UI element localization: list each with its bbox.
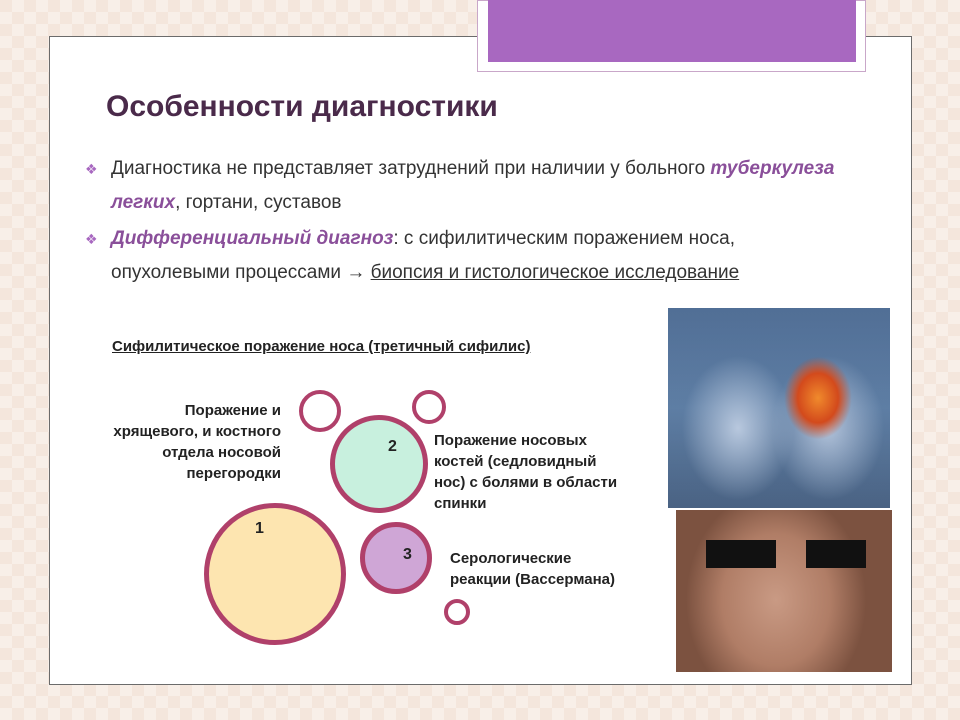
label-line: Поражение и (184, 402, 281, 419)
label-line: отдела носовой (162, 444, 281, 461)
circle-2-label (434, 430, 617, 514)
bullet-list (85, 152, 845, 292)
circle-3-label (450, 548, 615, 590)
circle-2 (330, 415, 428, 513)
label-line: хрящевого, и костного (113, 423, 281, 440)
bullet-item-1 (85, 152, 845, 220)
label-line: реакции (Вассермана) (450, 571, 615, 588)
circle-1-number: 1 (255, 520, 264, 537)
circle-1 (204, 503, 346, 645)
bullet-2-emphasis: Дифференциальный диагноз (111, 228, 394, 249)
small-ring-decoration (299, 390, 341, 432)
decorative-tab (488, 0, 856, 62)
label-line: спинки (434, 495, 487, 512)
bullet-2-underlined: биопсия и гистологическое исследование (370, 262, 740, 283)
label-line: нос) с болями в области (434, 474, 618, 491)
label-line: костей (седловидный (434, 453, 597, 470)
circle-2-number: 2 (388, 438, 397, 455)
diamond-bullet-icon: ❖ (85, 231, 98, 247)
small-ring-decoration (412, 390, 446, 424)
bullet-1-emphasis: туберкулеза легких (111, 158, 835, 213)
bullet-1-text-before: Диагностика не представляет затруднений при наличии у больного (111, 158, 711, 179)
diamond-bullet-icon: ❖ (85, 161, 98, 177)
label-line: Серологические (450, 550, 572, 567)
syphilis-subheading: Сифилитическое поражение носа (третичный сифилис) (112, 338, 531, 355)
patient-face-image (676, 510, 892, 672)
eye-censor-bar (706, 540, 776, 568)
small-ring-decoration (444, 599, 470, 625)
bullet-2-text-after: : с сифилитическим поражением носа, опухолевыми процессами → (111, 228, 736, 283)
circle-1-label (113, 400, 281, 484)
label-line: перегородки (186, 465, 281, 482)
eye-censor-bar (806, 540, 866, 568)
label-line: Поражение носовых (434, 432, 587, 449)
circle-3 (360, 522, 432, 594)
circle-3-number: 3 (403, 546, 412, 563)
slide-title: Особенности диагностики (106, 90, 498, 123)
bullet-item-2 (85, 222, 845, 290)
chest-xray-image (668, 308, 890, 508)
bullet-1-text-after: , гортани, суставов (175, 192, 342, 213)
